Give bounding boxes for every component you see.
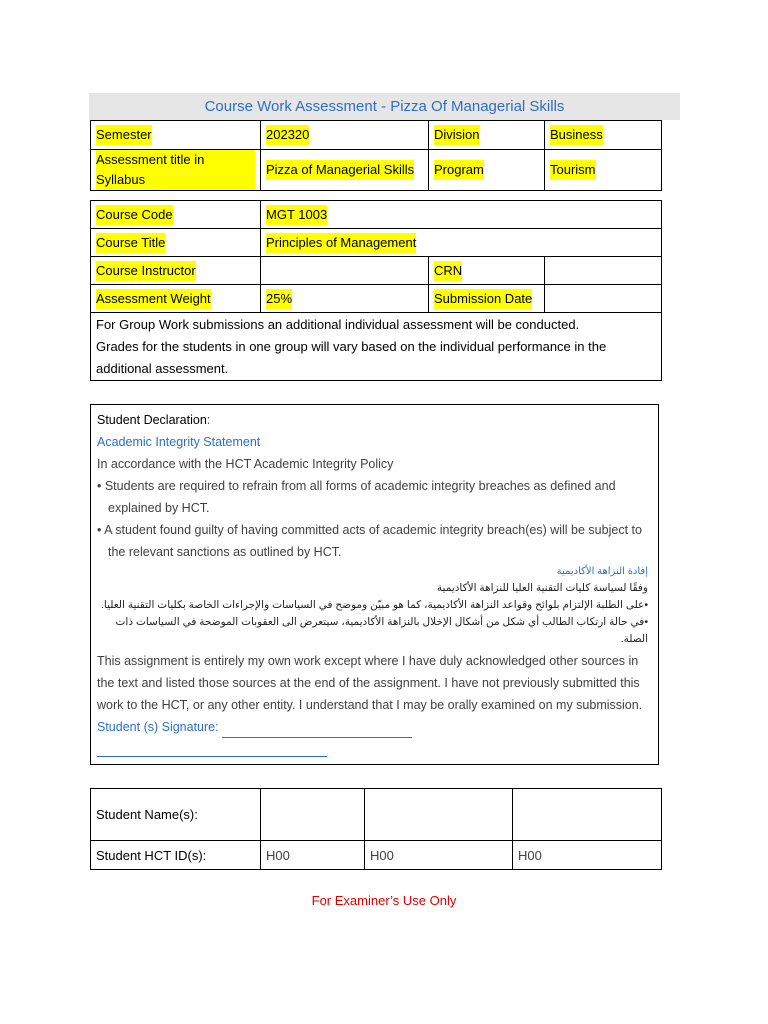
policy-line: In accordance with the HCT Academic Integrity Policy (97, 457, 394, 471)
table-row (91, 789, 662, 841)
declaration-heading-line (97, 409, 652, 431)
arabic-line-3: •في حالة ارتكاب الطالب أي شكل من أشكال الإخلال بالنزاهة الأكاديمية، سيتعرض الى العقوبات الموضحة في السياسات ذات الصلة. (115, 616, 648, 645)
student-id-cell[interactable]: H00 (365, 841, 513, 870)
table-row (91, 257, 662, 285)
table-row (91, 313, 662, 381)
student-id-label: Student HCT ID(s): (91, 841, 261, 870)
header-table (90, 120, 662, 191)
student-id-cell[interactable]: H00 (261, 841, 365, 870)
declaration-heading: Student Declaration (97, 413, 207, 427)
signature-label: Student (s) Signature: (97, 720, 223, 734)
examiner-use-only-heading: For Examiner’s Use Only (311, 893, 457, 908)
course-code-value: MGT 1003 (266, 205, 327, 225)
note-line-1: For Group Work submissions an additional individual assessment will be conducted. (96, 317, 580, 332)
student-id-cell[interactable]: H00 (513, 841, 662, 870)
course-title-value: Principles of Management (266, 233, 416, 253)
arabic-line-1: وفقًا لسياسة كليات التقنية العليا للنزاهة الأكاديمية (436, 582, 648, 594)
student-name-label: Student Name(s): (91, 789, 261, 841)
course-table (90, 200, 662, 381)
assessment-title-value: Pizza of Managerial Skills (266, 160, 414, 180)
semester-label: Semester (96, 125, 152, 145)
table-row (91, 150, 662, 191)
course-title-label-cell (91, 229, 261, 257)
student-declaration-box (90, 404, 659, 765)
table-row (91, 121, 662, 150)
assessment-title-value-cell (261, 150, 429, 191)
page-title: Course Work Assessment - Pizza Of Managerial Skills (89, 93, 680, 120)
student-info-table (90, 788, 662, 870)
table-row (91, 841, 662, 870)
division-label: Division (434, 125, 480, 145)
crn-value-cell[interactable] (545, 257, 662, 285)
student-name-cell[interactable] (261, 789, 365, 841)
declaration-heading-colon: : (206, 413, 211, 427)
note-line-2: Grades for the students in one group will vary based on the individual performance in the additional assessment. (96, 339, 607, 376)
submission-date-label-cell (429, 285, 545, 313)
own-work-statement: This assignment is entirely my own work except where I have duly acknowledged other sources in the text and listed those sources at the end of the assignment. I have not previously submitted this work to the HCT, or any other entity. I understand that I may be orally examined on my submission. (97, 654, 643, 712)
student-name-cell[interactable] (513, 789, 662, 841)
program-label-cell (429, 150, 545, 191)
submission-date-label: Submission Date (434, 289, 532, 309)
semester-value: 202320 (266, 125, 309, 145)
student-name-cell[interactable] (365, 789, 513, 841)
group-work-note (91, 313, 662, 381)
signature-line[interactable] (222, 737, 412, 738)
signature-row (97, 716, 652, 738)
arabic-line-2: •على الطلبة الإلتزام بلوائح وقواعد النزاهة الأكاديمية، كما هو مبيّن وموضح في السياسات والإجراءات الخاصة بكليات التقنية العليا. (100, 599, 648, 611)
division-label-cell (429, 121, 545, 150)
course-code-label-cell (91, 201, 261, 229)
crn-label: CRN (434, 261, 462, 281)
course-code-value-cell (261, 201, 662, 229)
submission-date-value-cell[interactable] (545, 285, 662, 313)
instructor-label-cell (91, 257, 261, 285)
table-row (91, 229, 662, 257)
assessment-title-label-cell (91, 150, 261, 191)
bullet-item-1: • Students are required to refrain from all forms of academic integrity breaches as defined and explained by HCT. (97, 479, 616, 515)
program-value-cell (545, 150, 662, 191)
semester-value-cell (261, 121, 429, 150)
arabic-heading: إفادة النزاهة الأكاديمية (556, 566, 648, 577)
crn-label-cell (429, 257, 545, 285)
semester-label-cell (91, 121, 261, 150)
division-value: Business (550, 125, 603, 145)
integrity-statement-title: Academic Integrity Statement (97, 435, 261, 449)
weight-label-cell (91, 285, 261, 313)
program-value: Tourism (550, 160, 596, 180)
instructor-value-cell[interactable] (261, 257, 429, 285)
weight-value: 25% (266, 289, 292, 309)
signature-line-2[interactable] (97, 756, 327, 757)
program-label: Program (434, 160, 484, 180)
table-row (91, 201, 662, 229)
weight-label: Assessment Weight (96, 289, 211, 309)
course-title-label: Course Title (96, 233, 165, 253)
instructor-label: Course Instructor (96, 261, 196, 281)
division-value-cell (545, 121, 662, 150)
course-title-value-cell (261, 229, 662, 257)
course-code-label: Course Code (96, 205, 173, 225)
weight-value-cell (261, 285, 429, 313)
assessment-title-label: Assessment title in Syllabus (96, 150, 255, 190)
table-row (91, 285, 662, 313)
bullet-item-2: • A student found guilty of having committed acts of academic integrity breach(es) will be subject to the relevant sanctions as outlined by HCT. (97, 523, 642, 559)
